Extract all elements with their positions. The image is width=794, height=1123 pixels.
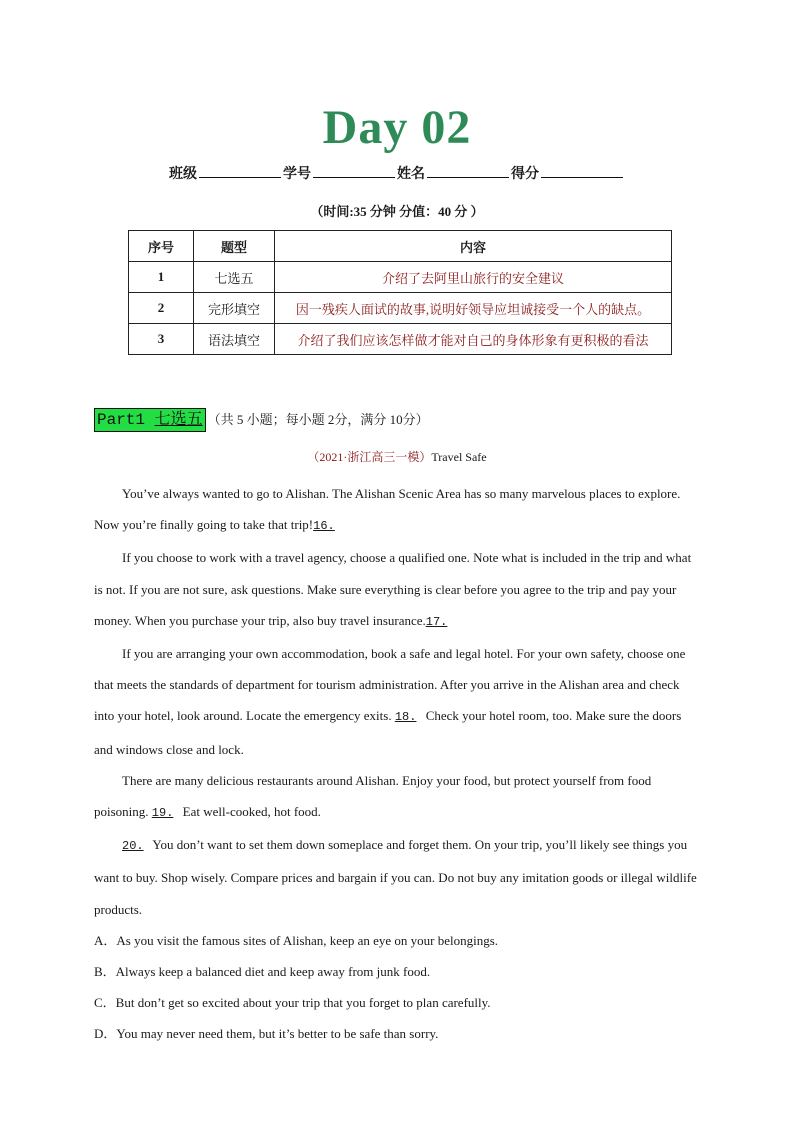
summary-table <box>128 230 672 355</box>
table-row <box>129 262 672 293</box>
id-blank <box>313 163 395 178</box>
row-content: 介绍了我们应该怎样做才能对自己的身体形象有更积极的看法 <box>275 324 672 355</box>
time-score-meta: （时间:35 分钟 分值：40 分 ） <box>310 204 484 219</box>
paragraph-text: You don’t want to set them down someplace and forget them. On your trip, you’ll likely see things you want to buy. Shop wisely. Compare prices and bargain if you can. Do not buy any imitation goods or illegal wildlife products. <box>94 837 697 917</box>
paragraph-text: There are many delicious restaurants around Alishan. Enjoy your food, but protect yourself from food poisoning. <box>94 772 652 820</box>
paragraph-3 <box>94 638 700 765</box>
class-label: 班级 <box>169 167 197 182</box>
paragraph-text: Check your hotel room, too. Make sure the doors and windows close and lock. <box>94 708 682 757</box>
row-no: 1 <box>129 262 194 293</box>
part-badge <box>94 408 206 432</box>
option-d: D．You may never need them, but it’s better to be safe than sorry. <box>94 1026 439 1042</box>
answer-options <box>94 925 700 1050</box>
passage-title: Travel Safe <box>431 450 487 464</box>
passage-source <box>0 448 794 465</box>
paragraph-2 <box>94 542 700 638</box>
option-b: B．Always keep a balanced diet and keep away from junk food. <box>94 964 431 980</box>
row-no: 3 <box>129 324 194 355</box>
paragraph-text: If you are arranging your own accommodation, book a safe and legal hotel. For your own safety, choose one that meets the standards of department for tourism administration. After you arrive in the Alishan area and check into your hotel, look around. Locate the emergency exits. <box>94 646 686 724</box>
score-label: 得分 <box>511 167 539 182</box>
part-heading <box>94 408 429 432</box>
row-type: 语法填空 <box>194 324 275 355</box>
header-no: 序号 <box>129 231 194 262</box>
row-type: 七选五 <box>194 262 275 293</box>
paragraph-text: You’ve always wanted to go to Alishan. The Alishan Scenic Area has so many marvelous places to explore. Now you’re finally going to take that trip! <box>94 486 681 533</box>
paragraph-5 <box>94 829 700 925</box>
table-row <box>129 324 672 355</box>
source-exam: （2021·浙江高三一模） <box>307 450 432 464</box>
row-content: 因一残疾人面试的故事,说明好领导应坦诚接受一个人的缺点。 <box>275 293 672 324</box>
paragraph-text: If you choose to work with a travel agency, choose a qualified one. Note what is included in the trip and what is not. If you are not sure, ask questions. Make sure everything is clear before you agree to the trip and pay your money. When you purchase your trip, also buy travel insurance. <box>94 550 692 628</box>
part-badge-type: 七选五 <box>154 411 203 429</box>
id-label: 学号 <box>283 167 311 182</box>
paragraph-1 <box>94 478 700 542</box>
option-c: C．But don’t get so excited about your trip that you forget to plan carefully. <box>94 995 491 1011</box>
part-note: （共 5 小题；每小题 2分，满分 10分） <box>207 412 429 427</box>
row-content: 介绍了去阿里山旅行的安全建议 <box>275 262 672 293</box>
option-a: A．As you visit the famous sites of Alishan, keep an eye on your belongings. <box>94 932 499 948</box>
blank-16[interactable]: 16. <box>313 519 335 534</box>
blank-20[interactable]: 20. <box>122 839 144 854</box>
paragraph-text: Eat well-cooked, hot food. <box>179 804 321 820</box>
blank-19[interactable]: 19. <box>151 806 174 821</box>
name-label: 姓名 <box>397 167 425 182</box>
header-type: 题型 <box>194 231 275 262</box>
part-badge-number: Part1 <box>97 411 146 429</box>
row-no: 2 <box>129 293 194 324</box>
page-title: Day 02 <box>322 101 472 154</box>
name-blank <box>427 163 509 178</box>
class-blank <box>199 163 281 178</box>
table-header-row <box>129 231 672 262</box>
score-blank <box>541 163 623 178</box>
table-row <box>129 293 672 324</box>
passage <box>94 478 700 1050</box>
header-content: 内容 <box>275 231 672 262</box>
student-info-line <box>0 163 794 183</box>
blank-17[interactable]: 17. <box>425 614 448 629</box>
row-type: 完形填空 <box>194 293 275 324</box>
blank-18[interactable]: 18. <box>394 710 417 725</box>
paragraph-4 <box>94 765 700 829</box>
